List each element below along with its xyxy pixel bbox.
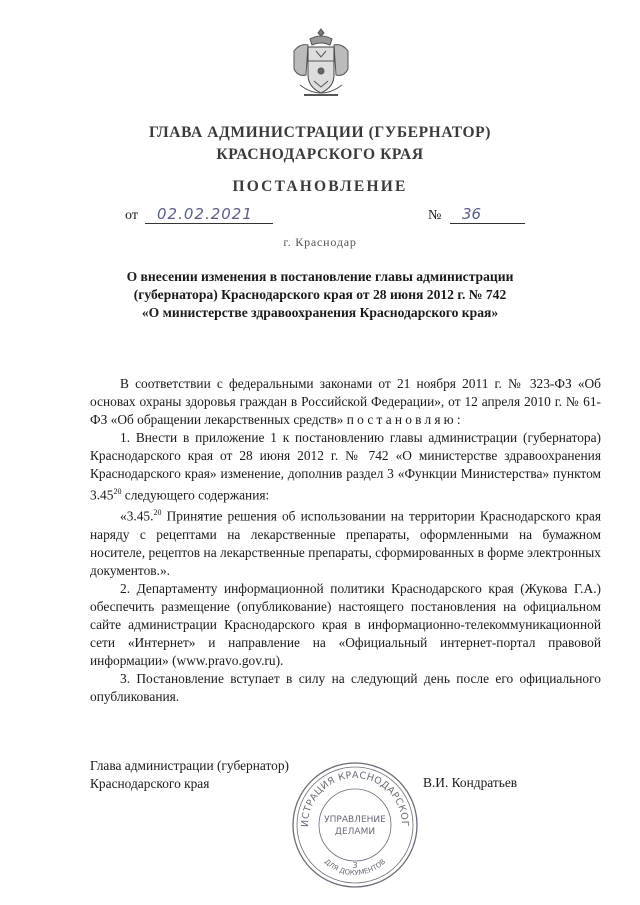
clause-superscript: 20 bbox=[153, 508, 162, 518]
paragraph-item-1 bbox=[90, 429, 601, 504]
signatory-position bbox=[90, 757, 289, 793]
position-line2: Краснодарского края bbox=[90, 776, 210, 791]
stamp-center-line1: УПРАВЛЕНИЕ bbox=[324, 815, 386, 825]
item-1-tail: следующего содержания: bbox=[121, 487, 270, 503]
date-prefix: от bbox=[125, 208, 138, 223]
clause-number: «3.45. bbox=[120, 508, 154, 524]
number-value: 36 bbox=[462, 205, 482, 223]
stamp-ring-text: ИСТРАЦИЯ КРАСНОДАРСКОГ bbox=[299, 769, 411, 828]
date-number-line bbox=[125, 205, 545, 227]
date-value: 02.02.2021 bbox=[157, 205, 253, 223]
title-line1: О внесении изменения в постановление главы администрации bbox=[126, 269, 514, 284]
clause-text: Принятие решения об использовании на территории Краснодарского края наряду с рецептами на лекарственные препараты, оформленными на бумажном носителе, рецептов на лекарственные препараты, сформированных в форме электронных документов.». bbox=[90, 508, 601, 578]
title-line2: (губернатора) Краснодарского края от 28 июня 2012 г. № 742 bbox=[133, 287, 507, 302]
position-line1: Глава администрации (губернатор) bbox=[90, 758, 290, 773]
paragraph-item-3: 3. Постановление вступает в силу на следующий день после его официального опубликования. bbox=[90, 670, 601, 704]
city: г. Краснодар bbox=[283, 235, 357, 249]
official-stamp bbox=[290, 760, 420, 890]
paragraph-item-2: 2. Департаменту информационной политики Краснодарского края (Жукова Г.А.) обеспечить размещение (опубликование) настоящего постановления на официальном сайте администрации Краснодарского края в информационно-телекоммуникационной сети «Интернет» и направление на «Официальный интернет-портал правовой информации» (www.pravo.gov.ru). bbox=[90, 580, 601, 668]
authority-title-line1: ГЛАВА АДМИНИСТРАЦИИ (ГУБЕРНАТОР) bbox=[149, 124, 491, 141]
number-prefix: № bbox=[428, 208, 442, 223]
document-body bbox=[90, 375, 601, 706]
item-1-text: 1. Внести в приложение 1 к постановлению главы администрации (губернатора) Краснодарского края от 28 июня 2012 г. № 742 «О министерстве здравоохранения Краснодарского края» изменение, дополнив раздел 3 «Функции Министерства» пунктом 3.45 bbox=[90, 430, 601, 503]
stamp-center-line2: ДЕЛАМИ bbox=[334, 827, 376, 837]
paragraph-preamble bbox=[90, 375, 601, 429]
document-title bbox=[112, 268, 528, 322]
stamp-bottom-text: ДЛЯ ДОКУМЕНТОВ bbox=[322, 857, 388, 878]
date-underline bbox=[145, 223, 273, 224]
signatory-name: В.И. Кондратьев bbox=[423, 775, 518, 790]
authority-title-line2: КРАСНОДАРСКОГО КРАЯ bbox=[216, 146, 424, 163]
document-type: ПОСТАНОВЛЕНИЕ bbox=[232, 178, 408, 195]
preamble-text: В соответствии с федеральными законами от 21 ноября 2011 г. № 323-ФЗ «Об основах охраны здоровья граждан в Российской Федерации», от 12 апреля 2010 г. № 61-ФЗ «Об обращении лекарственных средств» bbox=[90, 376, 601, 427]
number-underline bbox=[450, 223, 525, 224]
stamp-number: 3 bbox=[352, 861, 358, 870]
coat-of-arms-icon bbox=[290, 25, 352, 105]
paragraph-new-clause bbox=[90, 504, 601, 579]
resolve-word: постановляю: bbox=[346, 412, 464, 427]
item-1-superscript: 20 bbox=[113, 487, 122, 496]
title-line3: «О министерстве здравоохранения Краснодарского края» bbox=[141, 305, 499, 320]
